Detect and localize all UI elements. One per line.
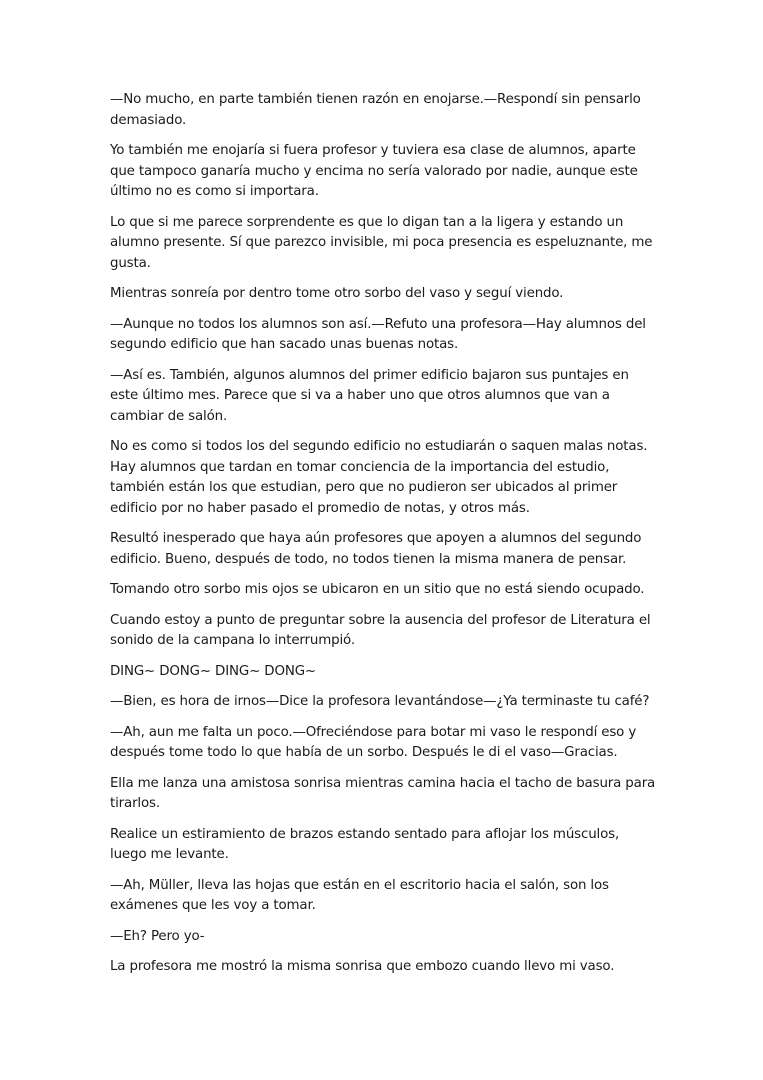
paragraph: Realice un estiramiento de brazos estando sentado para aflojar los músculos, luego me levante. [110, 826, 620, 862]
paragraph: —Ah, aun me falta un poco.—Ofreciéndose para botar mi vaso le respondí eso y después tome todo lo que había de un sorbo. Después le di el vaso—Gracias. [110, 724, 637, 760]
paragraph: Ella me lanza una amistosa sonrisa mientras camina hacia el tacho de basura para tirarlos. [110, 775, 656, 811]
paragraph: Yo también me enojaría si fuera profesor y tuviera esa clase de alumnos, aparte que tampoco ganaría mucho y encima no sería valorado por nadie, aunque este último no es como si importara. [110, 143, 638, 199]
paragraph: —Ah, Müller, lleva las hojas que están en el escritorio hacia el salón, son los exámenes que les voy a tomar. [110, 877, 609, 913]
paragraph: Tomando otro sorbo mis ojos se ubicaron en un sitio que no está siendo ocupado. [110, 582, 645, 597]
paragraph: La profesora me mostró la misma sonrisa que embozo cuando llevo mi vaso. [110, 959, 615, 974]
paragraph: Mientras sonreía por dentro tome otro sorbo del vaso y seguí viendo. [110, 286, 564, 301]
paragraph: No es como si todos los del segundo edificio no estudiarán o saquen malas notas. Hay alumnos que tardan en tomar conciencia de la importancia del estudio, también están los que estudian, pero que no pudieron ser ubicados al primer edificio por no haber pasado el promedio de notas, y otros más. [110, 439, 648, 516]
paragraph: Cuando estoy a punto de preguntar sobre la ausencia del profesor de Literatura el sonido de la campana lo interrumpió. [110, 612, 651, 648]
paragraph: —Aunque no todos los alumnos son así.—Refuto una profesora—Hay alumnos del segundo edificio que han sacado unas buenas notas. [110, 316, 646, 352]
paragraph: —Así es. También, algunos alumnos del primer edificio bajaron sus puntajes en este último mes. Parece que si va a haber uno que otros alumnos que van a cambiar de salón. [110, 367, 629, 424]
paragraph: DING~ DONG~ DING~ DONG~ [110, 663, 316, 679]
paragraph: —No mucho, en parte también tienen razón en enojarse.—Respondí sin pensarlo demasiado. [110, 92, 641, 128]
paragraph: —Eh? Pero yo- [110, 928, 205, 944]
paragraph: —Bien, es hora de irnos—Dice la profesora levantándose—¿Ya terminaste tu café? [110, 694, 650, 709]
document-body [110, 90, 658, 988]
paragraph: Resultó inesperado que haya aún profesores que apoyen a alumnos del segundo edificio. Bueno, después de todo, no todos tienen la misma manera de pensar. [110, 531, 642, 567]
paragraph: Lo que si me parece sorprendente es que lo digan tan a la ligera y estando un alumno presente. Sí que parezco invisible, mi poca presencia es espeluznante, me gusta. [110, 214, 653, 271]
